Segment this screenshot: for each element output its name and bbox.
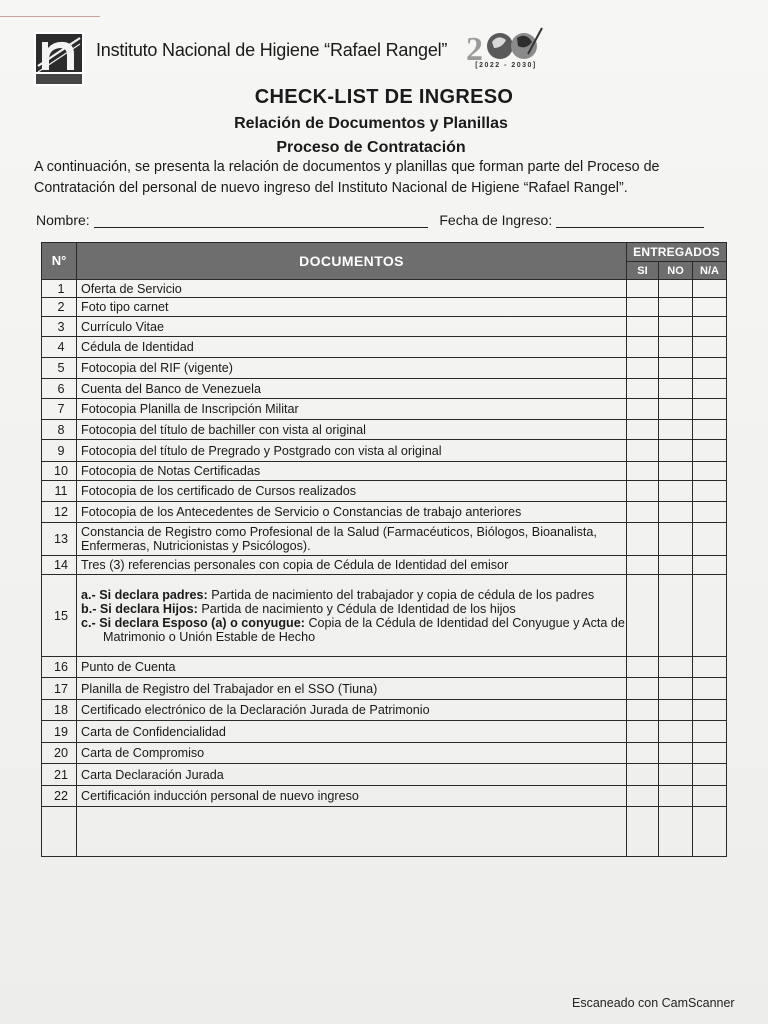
checkbox-blank[interactable]	[627, 807, 659, 857]
checkbox-no[interactable]	[659, 678, 693, 700]
table-row	[42, 399, 727, 420]
checkbox-na[interactable]	[693, 502, 727, 523]
scan-edge-mark	[0, 16, 100, 17]
document-name: Certificación inducción personal de nuevo ingreso	[77, 786, 627, 807]
checkbox-si[interactable]	[627, 575, 659, 657]
checkbox-no[interactable]	[659, 317, 693, 337]
column-header-si: SI	[627, 262, 659, 280]
table-row	[42, 657, 727, 678]
row-number: 15	[42, 575, 77, 657]
checkbox-si[interactable]	[627, 523, 659, 556]
subtitle-documents: Relación de Documentos y Planillas	[234, 115, 508, 132]
checkbox-no[interactable]	[659, 440, 693, 462]
checkbox-si[interactable]	[627, 657, 659, 678]
document-name: Foto tipo carnet	[77, 298, 627, 317]
checkbox-blank[interactable]	[693, 807, 727, 857]
checkbox-na[interactable]	[693, 721, 727, 743]
row-number: 1	[42, 280, 77, 298]
checkbox-no[interactable]	[659, 721, 693, 743]
checkbox-na[interactable]	[693, 678, 727, 700]
scanner-watermark: Escaneado con CamScanner	[572, 996, 735, 1010]
checkbox-no[interactable]	[659, 743, 693, 764]
checkbox-na[interactable]	[693, 523, 727, 556]
document-name: Currículo Vitae	[77, 317, 627, 337]
checkbox-si[interactable]	[627, 280, 659, 298]
checkbox-no[interactable]	[659, 298, 693, 317]
row-number: 4	[42, 337, 77, 358]
checkbox-na[interactable]	[693, 700, 727, 721]
row-number: 13	[42, 523, 77, 556]
row-number: 19	[42, 721, 77, 743]
checkbox-no[interactable]	[659, 462, 693, 481]
checkbox-si[interactable]	[627, 298, 659, 317]
checkbox-si[interactable]	[627, 358, 659, 379]
document-subitem	[81, 602, 626, 616]
checkbox-si[interactable]	[627, 721, 659, 743]
row-number: 14	[42, 556, 77, 575]
table-row	[42, 786, 727, 807]
checkbox-no[interactable]	[659, 523, 693, 556]
subitem-label: a.- Si declara padres:	[81, 587, 208, 602]
anniversary-years: [2022 - 2030]	[475, 62, 537, 69]
table-row	[42, 721, 727, 743]
checkbox-na[interactable]	[693, 786, 727, 807]
intro-paragraph: A continuación, se presenta la relación de documentos y planillas que forman parte del Proceso de Contratación del personal de nuevo ingreso del Instituto Nacional de Higiene “Rafael Rangel”.	[34, 159, 660, 196]
checkbox-si[interactable]	[627, 337, 659, 358]
checkbox-no[interactable]	[659, 379, 693, 399]
row-number: 10	[42, 462, 77, 481]
blank-cell	[42, 807, 77, 857]
checkbox-si[interactable]	[627, 764, 659, 786]
name-label: Nombre:	[36, 212, 90, 228]
table-row	[42, 298, 727, 317]
checkbox-no[interactable]	[659, 786, 693, 807]
checkbox-si[interactable]	[627, 317, 659, 337]
document-name: Fotocopia Planilla de Inscripción Militar	[77, 399, 627, 420]
checkbox-na[interactable]	[693, 420, 727, 440]
checkbox-na[interactable]	[693, 399, 727, 420]
checkbox-blank[interactable]	[659, 807, 693, 857]
subtitle-process: Proceso de Contratación	[276, 139, 466, 156]
document-subitem	[81, 616, 626, 644]
row-number: 12	[42, 502, 77, 523]
document-name: Certificado electrónico de la Declaración Jurada de Patrimonio	[77, 700, 627, 721]
column-header-na: N/A	[693, 262, 727, 280]
document-name: Oferta de Servicio	[77, 280, 627, 298]
checkbox-na[interactable]	[693, 657, 727, 678]
document-name: Fotocopia de los Antecedentes de Servicio o Constancias de trabajo anteriores	[77, 502, 627, 523]
document-name: Punto de Cuenta	[77, 657, 627, 678]
document-name: Carta de Compromiso	[77, 743, 627, 764]
table-row	[42, 700, 727, 721]
documents-checklist-table	[41, 242, 727, 857]
checkbox-si[interactable]	[627, 399, 659, 420]
checkbox-no[interactable]	[659, 399, 693, 420]
subitem-text: Partida de nacimiento y Cédula de Identidad de los hijos	[197, 601, 516, 616]
table-row	[42, 678, 727, 700]
checkbox-no[interactable]	[659, 764, 693, 786]
row-number: 5	[42, 358, 77, 379]
row-number: 7	[42, 399, 77, 420]
svg-text:2: 2	[466, 31, 483, 68]
subitem-text: Partida de nacimiento del trabajador y copia de cédula de los padres	[207, 587, 595, 602]
row-number: 9	[42, 440, 77, 462]
row-number: 2	[42, 298, 77, 317]
row-number: 8	[42, 420, 77, 440]
checkbox-na[interactable]	[693, 298, 727, 317]
column-header-delivered: ENTREGADOS	[627, 243, 727, 262]
checkbox-si[interactable]	[627, 379, 659, 399]
document-name: Fotocopia del título de Pregrado y Postgrado con vista al original	[77, 440, 627, 462]
checkbox-na[interactable]	[693, 556, 727, 575]
subitem-label: c.- Si declara Esposo (a) o conyugue:	[81, 615, 305, 630]
document-name: Planilla de Registro del Trabajador en el SSO (Tiuna)	[77, 678, 627, 700]
document-name: Fotocopia de Notas Certificadas	[77, 462, 627, 481]
entry-date-field-line[interactable]	[556, 213, 704, 228]
checkbox-si[interactable]	[627, 700, 659, 721]
checkbox-no[interactable]	[659, 481, 693, 502]
entry-date-label: Fecha de Ingreso:	[439, 212, 553, 228]
checkbox-na[interactable]	[693, 481, 727, 502]
table-row	[42, 462, 727, 481]
table-row-blank	[42, 807, 727, 857]
table-header-row	[42, 243, 727, 262]
table-row	[42, 420, 727, 440]
table-row	[42, 440, 727, 462]
form-fields	[36, 212, 726, 228]
table-row	[42, 764, 727, 786]
checkbox-na[interactable]	[693, 575, 727, 657]
checkbox-no[interactable]	[659, 700, 693, 721]
table-row	[42, 379, 727, 399]
checkbox-na[interactable]	[693, 317, 727, 337]
document-name: Carta Declaración Jurada	[77, 764, 627, 786]
document-name	[77, 575, 627, 657]
row-number: 22	[42, 786, 77, 807]
table-row	[42, 575, 727, 657]
table-row	[42, 358, 727, 379]
name-field-line[interactable]	[94, 213, 428, 228]
checkbox-na[interactable]	[693, 764, 727, 786]
table-row	[42, 556, 727, 575]
table-row	[42, 481, 727, 502]
row-number: 3	[42, 317, 77, 337]
document-name: Tres (3) referencias personales con copia de Cédula de Identidad del emisor	[77, 556, 627, 575]
column-header-number: N°	[42, 243, 77, 280]
checkbox-na[interactable]	[693, 462, 727, 481]
row-number: 20	[42, 743, 77, 764]
table-row	[42, 337, 727, 358]
subitem-text: Copia de la Cédula de Identidad del Conyugue y Acta de Matrimonio o Unión Estable de Hecho	[103, 615, 625, 644]
checkbox-si[interactable]	[627, 420, 659, 440]
checkbox-si[interactable]	[627, 678, 659, 700]
document-name: Cuenta del Banco de Venezuela	[77, 379, 627, 399]
document-subitem	[81, 588, 626, 602]
checkbox-no[interactable]	[659, 280, 693, 298]
document-name: Fotocopia de los certificado de Cursos realizados	[77, 481, 627, 502]
checkbox-si[interactable]	[627, 440, 659, 462]
checkbox-no[interactable]	[659, 358, 693, 379]
checkbox-si[interactable]	[627, 743, 659, 764]
checkbox-no[interactable]	[659, 420, 693, 440]
checkbox-si[interactable]	[627, 556, 659, 575]
row-number: 18	[42, 700, 77, 721]
checkbox-si[interactable]	[627, 462, 659, 481]
row-number: 6	[42, 379, 77, 399]
checkbox-na[interactable]	[693, 743, 727, 764]
checkbox-na[interactable]	[693, 337, 727, 358]
row-number: 11	[42, 481, 77, 502]
checkbox-na[interactable]	[693, 358, 727, 379]
institution-name: Instituto Nacional de Higiene “Rafael Rangel”	[96, 40, 448, 60]
document-name: Fotocopia del RIF (vigente)	[77, 358, 627, 379]
table-row	[42, 502, 727, 523]
page-title: CHECK-LIST DE INGRESO	[254, 86, 514, 108]
table-row	[42, 523, 727, 556]
checkbox-no[interactable]	[659, 337, 693, 358]
checkbox-no[interactable]	[659, 575, 693, 657]
checkbox-si[interactable]	[627, 786, 659, 807]
checkbox-na[interactable]	[693, 280, 727, 298]
column-header-no: NO	[659, 262, 693, 280]
row-number: 21	[42, 764, 77, 786]
table-row	[42, 280, 727, 298]
blank-cell	[77, 807, 627, 857]
checkbox-no[interactable]	[659, 502, 693, 523]
document-name: Carta de Confidencialidad	[77, 721, 627, 743]
checkbox-si[interactable]	[627, 481, 659, 502]
column-header-documents: DOCUMENTOS	[77, 243, 627, 280]
row-number: 17	[42, 678, 77, 700]
checkbox-na[interactable]	[693, 379, 727, 399]
checkbox-si[interactable]	[627, 502, 659, 523]
table-row	[42, 317, 727, 337]
document-name: Fotocopia del título de bachiller con vista al original	[77, 420, 627, 440]
document-name: Cédula de Identidad	[77, 337, 627, 358]
checkbox-no[interactable]	[659, 556, 693, 575]
checkbox-na[interactable]	[693, 440, 727, 462]
institution-logo	[34, 32, 84, 86]
subitem-label: b.- Si declara Hijos:	[81, 601, 198, 616]
document-name: Constancia de Registro como Profesional de la Salud (Farmacéuticos, Biólogos, Bioanalista, Enfermeras, Nutricionistas y Psicólogos).	[77, 523, 627, 556]
table-row	[42, 743, 727, 764]
row-number: 16	[42, 657, 77, 678]
checkbox-no[interactable]	[659, 657, 693, 678]
